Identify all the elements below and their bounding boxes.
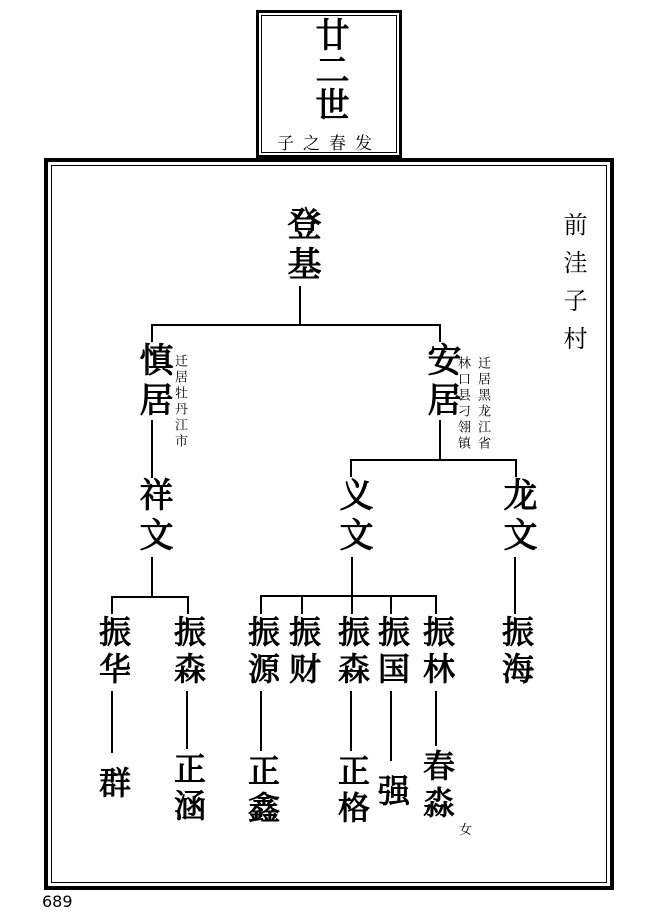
connector-drop-longwen (515, 461, 517, 477)
connector-gen1-stem (299, 286, 301, 326)
connector-drop-anju (439, 326, 441, 342)
note-anju-migration-col1: 迁居黑龙江省 (476, 356, 491, 452)
connector-zhensen1-zhenghan (186, 691, 188, 749)
generation-title: 廿二世 (310, 17, 347, 122)
page-number: 689 (42, 892, 73, 911)
connector-zhenhua-qun (111, 691, 113, 753)
person-chunmiao: 春淼 (419, 749, 455, 823)
person-zhenhua: 振华 (95, 615, 131, 689)
connector-gen1-bar (151, 324, 441, 326)
person-yiwen: 义文 (334, 477, 371, 557)
person-xiangwen: 祥文 (134, 477, 171, 557)
connector-yiwen-stem (351, 557, 353, 597)
village-label: 前洼子村 (559, 212, 585, 364)
connector-drop-zhensen1 (187, 598, 189, 614)
person-shenju: 慎居 (134, 342, 171, 422)
connector-shenju-xiangwen (151, 420, 153, 478)
person-zhenhai: 振海 (498, 615, 534, 689)
connector-drop-zhenyuan (260, 597, 262, 614)
person-longwen: 龙文 (498, 477, 535, 557)
person-zhenghan: 正涵 (170, 752, 206, 826)
note-shenju-migration: 迁居牡丹江市 (173, 354, 188, 450)
connector-xiangwen-stem (151, 557, 153, 598)
father-lineage-note: 子之春发 (277, 134, 381, 153)
connector-zhenlin-chunmiao (435, 691, 437, 746)
person-anju: 安居 (422, 342, 459, 422)
person-zhensen-2: 振森 (334, 615, 370, 689)
note-anju-migration-col2: 林口县刁翎镇 (456, 356, 471, 452)
connector-drop-zhenhua (111, 598, 113, 614)
connector-xiangwen-bar (111, 596, 189, 598)
connector-zhenguo-qiang (390, 691, 392, 761)
person-qiang: 强 (374, 774, 410, 811)
connector-longwen-zhenhai (514, 557, 516, 614)
person-zhensen-1: 振森 (170, 615, 206, 689)
connector-anju-stem (439, 420, 441, 461)
note-chunmiao-gender: 女 (459, 822, 473, 837)
connector-drop-shenju (151, 326, 153, 342)
connector-zhensen2-zhengge (350, 691, 352, 751)
person-dengji: 登基 (282, 206, 319, 286)
connector-yiwen-bar (260, 595, 437, 597)
connector-drop-yiwen (350, 461, 352, 477)
person-zhengxin: 正鑫 (244, 754, 280, 828)
connector-drop-zhencai (301, 597, 303, 614)
connector-drop-zhensen2 (351, 597, 353, 614)
person-zhenguo: 振国 (374, 615, 410, 689)
person-zhengge: 正格 (334, 754, 370, 828)
person-zhenlin: 振林 (419, 615, 455, 689)
connector-anju-bar (350, 459, 517, 461)
person-zhenyuan: 振源 (244, 615, 280, 689)
person-zhencai: 振财 (285, 615, 321, 689)
connector-drop-zhenlin (435, 597, 437, 614)
connector-zhenyuan-zhengxin (260, 691, 262, 751)
connector-drop-zhenguo (390, 597, 392, 614)
person-qun: 群 (95, 766, 131, 803)
